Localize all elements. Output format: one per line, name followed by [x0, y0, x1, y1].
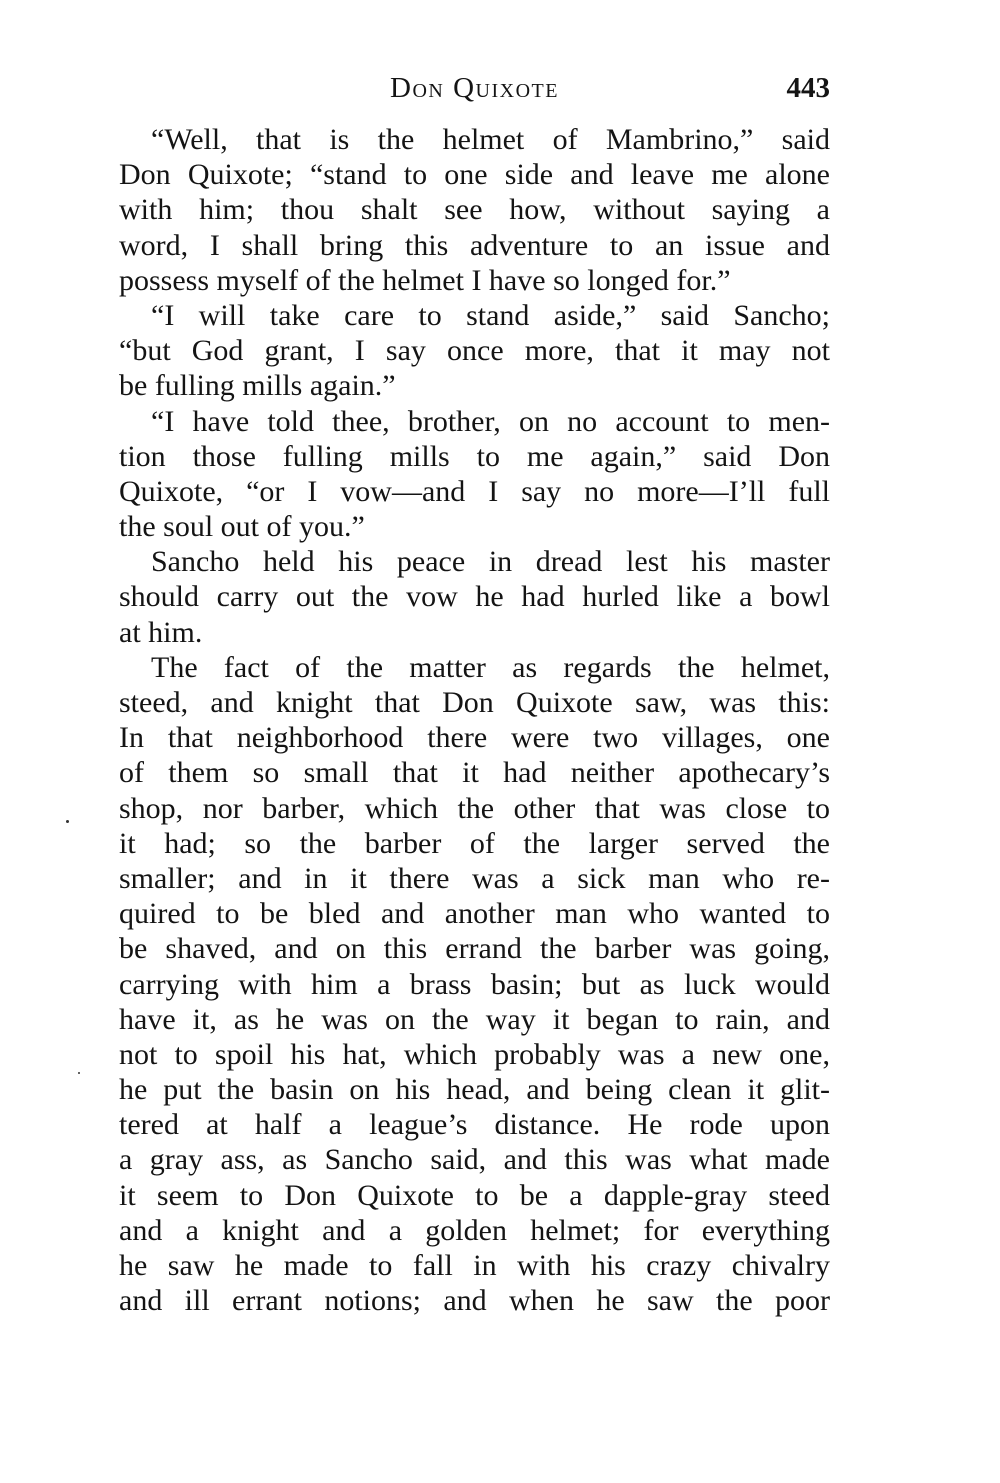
text-line: tered at half a league’s distance. He rode upon [119, 1108, 830, 1142]
text-line: of them so small that it had neither apothecary’s [119, 756, 830, 790]
text-line: he saw he made to fall in with his crazy chivalry [119, 1249, 830, 1282]
text-line: word, I shall bring this adventure to an issue and [119, 228, 830, 262]
text-line: and a knight and a golden helmet; for everything [119, 1213, 830, 1247]
text-line: it had; so the barber of the larger served the [119, 826, 830, 860]
text-line: have it, as he was on the way it began to rain, and [119, 1002, 830, 1036]
text-line: “I will take care to stand aside,” said Sancho; [151, 298, 830, 332]
text-line: at him. [119, 615, 203, 649]
scan-speck [78, 1072, 80, 1074]
text-line: “I have told thee, brother, on no account to men- [151, 404, 830, 438]
text-line: Don Quixote; “stand to one side and leave me alone [119, 158, 830, 192]
running-head [119, 72, 830, 112]
text-line: be fulling mills again.” [119, 369, 396, 403]
paragraph [119, 122, 830, 298]
text-line: he put the basin on his head, and being clean it glit- [119, 1073, 830, 1107]
text-line: and ill errant notions; and when he saw the poor [119, 1284, 830, 1318]
text-line: it seem to Don Quixote to be a dapple-gray steed [119, 1178, 830, 1212]
paragraph [119, 650, 830, 1319]
text-line: not to spoil his hat, which probably was a new one, [119, 1037, 830, 1071]
text-line: be shaved, and on this errand the barber was going, [119, 932, 830, 966]
text-line: Quixote, “or I vow—and I say no more—I’ll full [119, 474, 830, 508]
text-line: carrying with him a brass basin; but as luck would [119, 967, 830, 1001]
text-line: tion those fulling mills to me again,” said Don [119, 439, 830, 473]
text-line: with him; thou shalt see how, without saying a [119, 193, 830, 227]
text-line: shop, nor barber, which the other that was close to [119, 791, 830, 825]
text-line: “Well, that is the helmet of Mambrino,” said [151, 123, 830, 156]
text-line: smaller; and in it there was a sick man who re- [119, 861, 830, 895]
text-line: “but God grant, I say once more, that it may not [119, 334, 830, 368]
text-line: The fact of the matter as regards the helmet, [151, 650, 830, 684]
text-line: quired to be bled and another man who wanted to [119, 897, 830, 931]
text-line: should carry out the vow he had hurled like a bowl [119, 580, 830, 614]
paragraph [119, 544, 830, 650]
text-line: steed, and knight that Don Quixote saw, was this: [119, 686, 830, 719]
scan-speck [66, 820, 69, 823]
text-line: the soul out of you.” [119, 510, 365, 544]
paragraph [119, 298, 830, 404]
text-line: a gray ass, as Sancho said, and this was what made [119, 1143, 830, 1177]
body-text [119, 122, 830, 1318]
text-line: possess myself of the helmet I have so longed for.” [119, 263, 731, 297]
text-line: In that neighborhood there were two villages, one [119, 721, 830, 755]
running-title: Don Quixote [390, 72, 559, 104]
page-number: 443 [786, 72, 830, 104]
text-line: Sancho held his peace in dread lest his master [151, 545, 830, 579]
paragraph [119, 404, 830, 545]
